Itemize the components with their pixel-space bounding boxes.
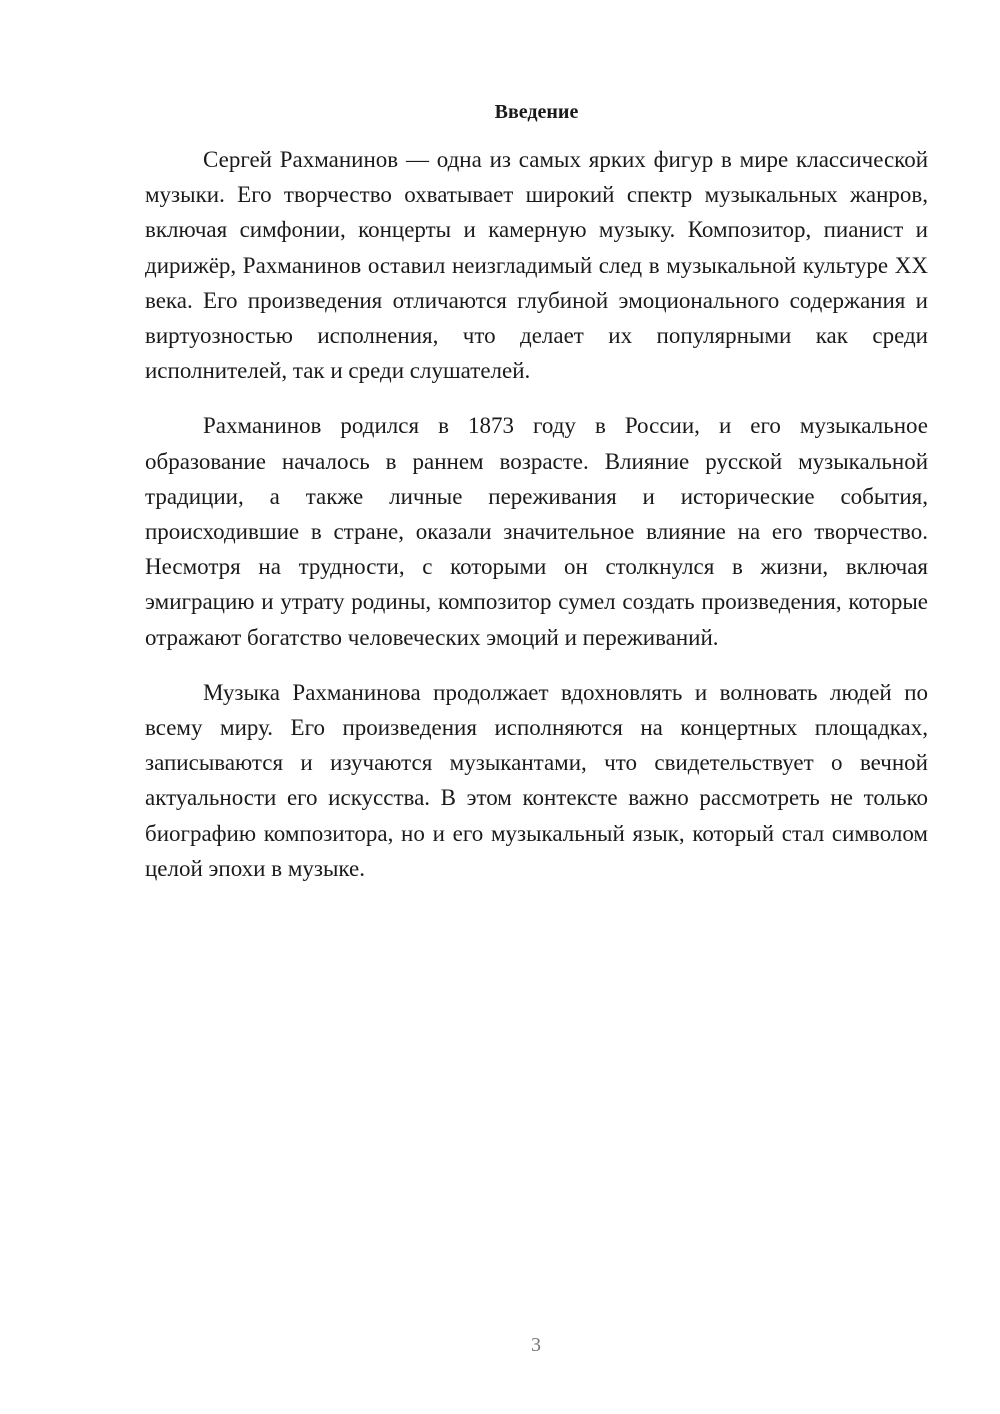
paragraph-1: Сергей Рахманинов — одна из самых ярких фигур в мире классической музыки. Его творчество охватывает широкий спектр музыкальных жанров, включая симфонии, концерты и камерную музыку. Композитор, пианист и дирижёр, Рахманинов оставил неизгладимый след в музыкальной культуре XX века. Его произведения отличаются глубиной эмоционального содержания и виртуозностью исполнения, что делает их популярными как среди исполнителей, так и среди слушателей.: [145, 147, 928, 384]
paragraph-3: Музыка Рахманинова продолжает вдохновлять и волновать людей по всему миру. Его произведения исполняются на концертных площадках, записываются и изучаются музыкантами, что свидетельствует о вечной актуальности его искусства. В этом контексте важно рассмотреть не только биографию композитора, но и его музыкальный язык, который стал символом целой эпохи в музыке.: [145, 679, 928, 881]
paragraph-2: Рахманинов родился в 1873 году в России, и его музыкальное образование началось в раннем возрасте. Влияние русской музыкальной традиции, а также личные переживания и исторические события, происходившие в стране, оказали значительное влияние на его творчество. Несмотря на трудности, с которыми он столкнулся в жизни, включая эмиграцию и утрату родины, композитор сумел создать произведения, которые отражают богатство человеческих эмоций и переживаний.: [145, 413, 928, 650]
body-text: [145, 142, 928, 906]
page-number: 3: [531, 1334, 541, 1356]
section-heading: Введение: [494, 101, 579, 123]
